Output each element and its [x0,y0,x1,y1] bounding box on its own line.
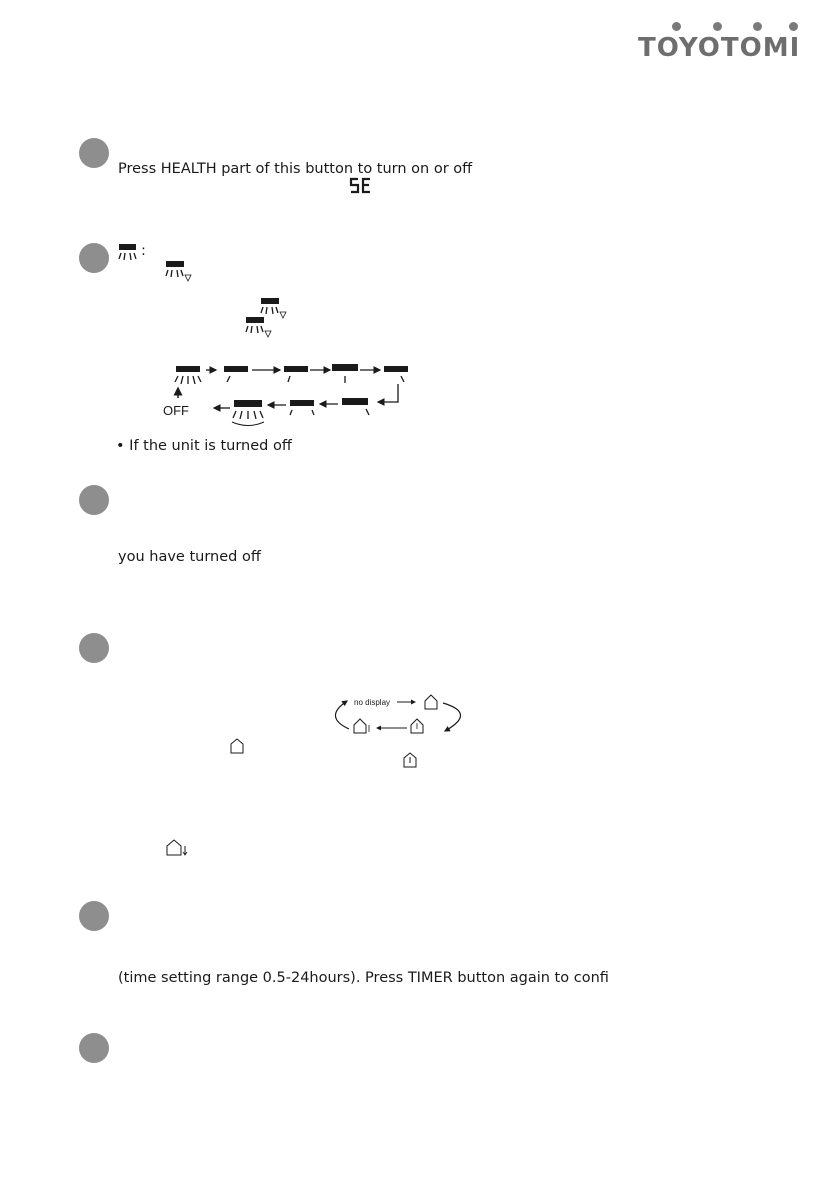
section-bullet-3 [79,485,109,515]
louver-position-5 [342,398,369,415]
section-bullet-6 [79,1033,109,1063]
louver-position-4 [384,366,408,382]
swing-position-cycle-diagram [170,362,430,432]
louver-position-2 [284,366,308,382]
memory-text: you have turned off [118,549,261,565]
swing-note: • If the unit is turned off [116,438,292,454]
louver-swing-mode [232,400,264,426]
logo-dot-3 [753,22,762,31]
health-instruction: Press HEALTH part of this button to turn on or off [118,161,473,177]
house-icon [425,695,437,709]
section-bullet-2 [79,243,109,273]
house-down-icon [354,719,366,733]
swing-colon: : [141,243,146,259]
logo-dot-1 [672,22,681,31]
louver-position-1 [224,366,248,382]
swing-icon-with-arrow-3 [243,317,273,341]
logo-dot-4 [789,22,798,31]
mode-cycle-diagram [327,693,477,743]
section-bullet-4 [79,633,109,663]
louver-position-6 [290,400,314,415]
house-icon-inline [230,738,244,754]
section-bullet-1 [79,138,109,168]
swing-louver-icon [118,244,138,262]
timer-text: (time setting range 0.5-24hours). Press TIMER button again to confi [118,970,609,986]
section-bullet-5 [79,901,109,931]
house-down-icon-inline [166,838,188,856]
brand-name: TOYOTOMI [638,33,801,63]
swing-off-label: OFF [163,403,189,418]
house-arrow-icon-inline [403,752,417,768]
logo-dot-2 [713,22,722,31]
mode-cycle-label: no display [354,698,391,707]
se-display-glyph [350,178,372,194]
louver-position-3 [332,364,358,383]
louver-all-directions [175,366,201,384]
swing-icon-with-arrow [163,261,193,285]
